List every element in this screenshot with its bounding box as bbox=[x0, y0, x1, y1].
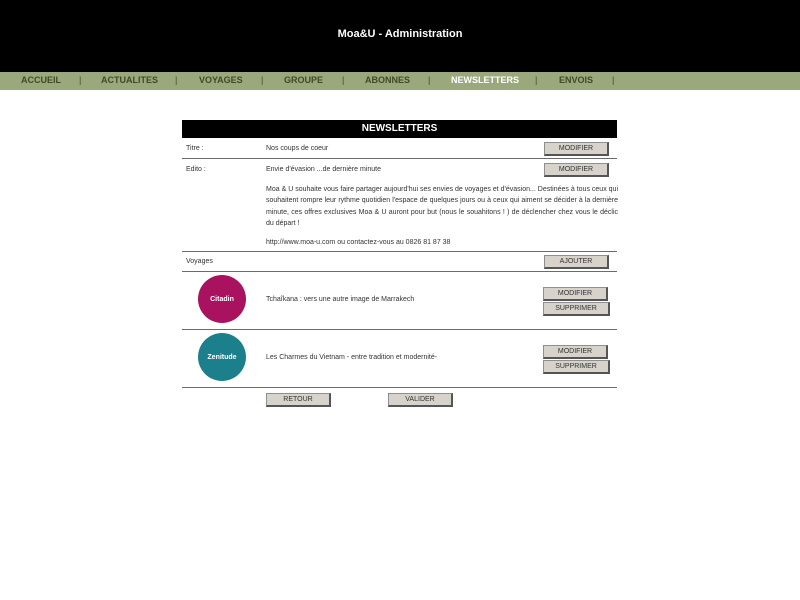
nav-newsletters[interactable]: NEWSLETTERS bbox=[451, 75, 520, 85]
nav-accueil[interactable]: ACCUEIL bbox=[21, 75, 61, 85]
header bbox=[0, 0, 800, 72]
ajouter-voyage-button[interactable]: AJOUTER bbox=[544, 255, 609, 269]
titre-label: Titre : bbox=[186, 145, 204, 152]
divider bbox=[182, 271, 617, 272]
newsletter-panel bbox=[182, 120, 618, 403]
edito-contact: http://www.moa-u.com ou contactez-vous au 0826 81 87 38 bbox=[266, 239, 451, 246]
nav-groupe[interactable]: GROUPE bbox=[284, 75, 324, 85]
edito-text: Moa & U souhaite vous faire partager aujourd'hui ses envies de voyages et d'évasion... Destinées à tous ceux qui souhaitent rompre leur rythme quotidien l'espace de quelques jours ou à ceux qui aiment se décider à la dernière minute, ces offres exclusives Moa & U auront pour but (nous le souahitons ! ) de déclencher chez vous le déclic du départ ! bbox=[266, 186, 618, 227]
nav-abonnes[interactable]: ABONNES bbox=[365, 75, 411, 85]
app-title: Moa&U - Administration bbox=[337, 28, 463, 40]
voyage-title: Tchaîkana : vers une autre image de Marrakech bbox=[266, 296, 415, 303]
divider bbox=[182, 251, 617, 252]
edito-value: Envie d'évasion ...de dernière minute bbox=[266, 166, 381, 173]
nav-separator: | bbox=[261, 75, 264, 85]
voyage-badge bbox=[198, 333, 246, 381]
nav-voyages[interactable]: VOYAGES bbox=[199, 75, 243, 85]
nav-actualites[interactable]: ACTUALITES bbox=[101, 75, 158, 85]
nav-separator: | bbox=[535, 75, 538, 85]
nav-separator: | bbox=[612, 75, 615, 85]
panel-title: NEWSLETTERS bbox=[182, 120, 617, 138]
modifier-edito-button[interactable]: MODIFIER bbox=[544, 163, 609, 177]
divider bbox=[182, 329, 617, 330]
valider-button[interactable]: VALIDER bbox=[388, 393, 453, 407]
voyages-label: Voyages bbox=[186, 258, 213, 265]
voyage-title: Les Charmes du Vietnam - entre tradition et modernité- bbox=[266, 354, 438, 361]
nav-envois[interactable]: ENVOIS bbox=[559, 75, 594, 85]
supprimer-voyage-button[interactable]: SUPPRIMER bbox=[543, 360, 610, 374]
nav-separator: | bbox=[175, 75, 178, 85]
main-nav bbox=[0, 72, 800, 90]
edito-label: Edito : bbox=[186, 166, 206, 173]
divider bbox=[182, 387, 617, 388]
retour-button[interactable]: RETOUR bbox=[266, 393, 331, 407]
nav-separator: | bbox=[342, 75, 345, 85]
nav-separator: | bbox=[428, 75, 431, 85]
supprimer-voyage-button[interactable]: SUPPRIMER bbox=[543, 302, 610, 316]
modifier-voyage-button[interactable]: MODIFIER bbox=[543, 345, 608, 359]
modifier-voyage-button[interactable]: MODIFIER bbox=[543, 287, 608, 301]
divider bbox=[182, 158, 617, 159]
nav-separator: | bbox=[79, 75, 82, 85]
voyage-badge-label: Citadin bbox=[210, 295, 234, 303]
voyage-badge bbox=[198, 275, 246, 323]
titre-value: Nos coups de coeur bbox=[266, 145, 329, 152]
voyage-badge-label: Zenitude bbox=[207, 353, 237, 361]
modifier-titre-button[interactable]: MODIFIER bbox=[544, 142, 609, 156]
